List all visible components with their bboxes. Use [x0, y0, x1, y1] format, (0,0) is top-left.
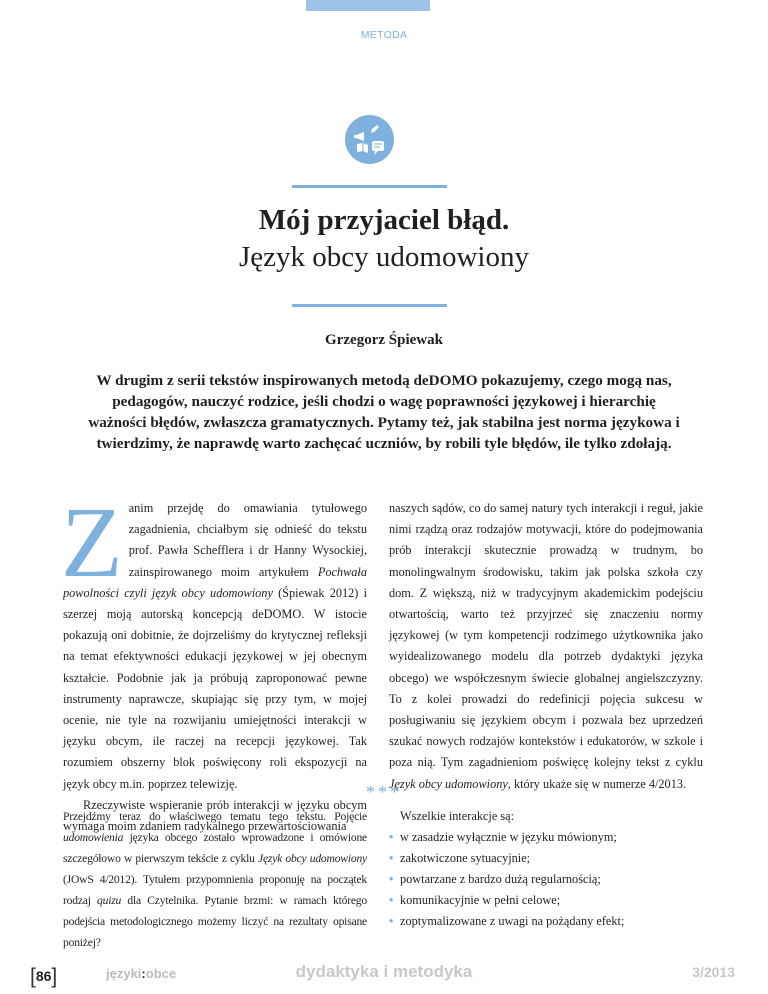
page-number-value: 86: [35, 968, 52, 984]
body-paragraph: Rzeczywiste wspieranie prób interakcji w języku obcym wymaga moim zdaniem radykalnego przewartościowania: [63, 797, 367, 834]
bullet-icon: •: [389, 914, 394, 928]
list-item: [389, 911, 703, 932]
body-text: , który ukaże się w numerze 4/2013.: [507, 776, 687, 791]
list-item: [389, 890, 703, 911]
list-heading: Wszelkie interakcje są:: [400, 809, 515, 823]
drop-cap: Z: [61, 486, 123, 598]
list-item: [389, 827, 703, 848]
bullet-icon: •: [389, 830, 394, 844]
section-separator: ***: [366, 782, 402, 802]
list-item-text: w zasadzie wyłącznie w języku mówionym;: [400, 830, 617, 844]
body-text: anim przejdę do omawiania tytułowego zagadnienia, chciałbym się odnieść do tekstu prof. Pawła Schefflera i dr Hanny Wysockiej, zainspirowanego moim artykułem: [128, 501, 367, 579]
quiz-intro: [63, 806, 367, 953]
bullet-icon: •: [389, 893, 394, 907]
list-item: [389, 848, 703, 869]
bullet-icon: •: [389, 851, 394, 865]
list-item-text: zakotwiczone sytuacyjnie;: [400, 851, 531, 865]
title-rule-top: [292, 185, 447, 188]
interaction-list: [389, 806, 703, 932]
title-rule-bottom: [292, 304, 447, 307]
lead-paragraph: W drugim z serii tekstów inspirowanych metodą deDOMO pokazujemy, czego mogą nas, pedagogów, nauczyć rodzice, jeśli chodzi o wagę poprawności językowej i hierarchię ważności błędów, zwłaszcza gramatycznych. Pytamy też, jak stabilna jest norma językowa i twierdzimy, że naprawdę warto zachęcać uczniów, by robili tyle błędów, ile tylko zdołają.: [88, 372, 680, 452]
list-item-text: powtarzane z bardzo dużą regularnością;: [400, 872, 601, 886]
magazine-name-separator: :: [141, 966, 146, 981]
list-item-text: komunikacyjnie w pełni celowe;: [400, 893, 561, 907]
body-text: języka obcego zostało wprowadzone i omówione szczegółowo w pierwszym tekście z cyklu: [63, 831, 367, 865]
body-column-right: [389, 498, 703, 795]
body-paragraph: [389, 498, 703, 795]
method-badge-icon: [345, 115, 394, 164]
section-label: METODA: [360, 29, 408, 41]
issue-number: 3/2013: [692, 964, 735, 980]
footer-section: dydaktyka i metodyka: [295, 962, 473, 981]
body-paragraph: [61, 486, 367, 795]
list-item-text: zoptymalizowane z uwagi na pożądany efekt;: [400, 914, 625, 928]
bullet-icon: •: [389, 872, 394, 886]
top-accent-bar: [306, 0, 430, 11]
cited-title: Język obcy udomowiony: [389, 776, 508, 791]
cited-title: Język obcy udomowiony: [258, 852, 367, 865]
body-text: dla Czytelnika. Pytanie brzmi: w ramach którego podejścia metodologicznego możemy liczyć na rezultaty opisane poniżej?: [63, 894, 367, 949]
magazine-name-part: obce: [145, 966, 177, 981]
list-item: [389, 869, 703, 890]
emphasis: quizu: [97, 894, 122, 907]
body-text: (JOwS 4/2012). Tytułem przypomnienia proponuję na początek rodzaj: [63, 873, 367, 907]
body-text: naszych sądów, co do samej natury tych interakcji i reguł, jakie nimi rządzą oraz rodzajów motywacji, które do podejmowania prób interakcji skutecznie prowadzą w trudnym, bo monolingwalnym środowisku, takim jak polska szkoła czy dom. Z większą, niż w tradycyjnym akademickim podejściu otwartością, warto też przyjrzeć się znaczeniu normy językowej (w tym kompetencji rodzimego użytkownika jako wyidealizowanego modelu dla potrzeb dydaktyki języka obcego) we współczesnym świecie globalnej angielszczyzny. To z kolei prowadzi do redefinicji pojęcia sukcesu w posługiwaniu się językiem obcym i pozwala bez uprzedzeń szukać nowych rodzajów kontekstów i edukatorów, w szkole i poza nią. Tym zagadnieniom poświęcę kolejny tekst z cyklu: [389, 501, 703, 770]
article-title: Mój przyjaciel błąd.: [258, 204, 510, 236]
article-subtitle: Język obcy udomowiony: [239, 241, 529, 273]
bullet-list: [389, 827, 703, 932]
cited-title: Pochwała powolności czyli język obcy udomowiony: [63, 564, 367, 600]
body-text: Przejdźmy teraz do właściwego tematu tego tekstu. Pojęcie: [63, 810, 367, 823]
author-name: Grzegorz Śpiewak: [325, 332, 443, 348]
page-number: [86]: [30, 965, 58, 988]
body-text: (Śpiewak 2012) i szerzej moją autorską koncepcją deDOMO. W istocie pokazują oni dobitnie, że dojrzeliśmy do krytycznej refleksji na temat efektywności edukacji językowej w jej obecnym kształcie. Podobnie jak ja próbują zaproponować pewne instrumenty naprawcze, skupiając się przy tym, w mojej ocenie, nie tyle na rozwijaniu umiejętności interakcji w języku obcym, ile raczej na recepcji językowej. Tak rozumiem obszerny blok poświęcony roli ekspozycji na język obcy m.in. poprzez telewizję.: [63, 585, 367, 791]
magazine-name-part: języki: [106, 966, 142, 981]
emphasis: udomowienia: [63, 831, 124, 844]
